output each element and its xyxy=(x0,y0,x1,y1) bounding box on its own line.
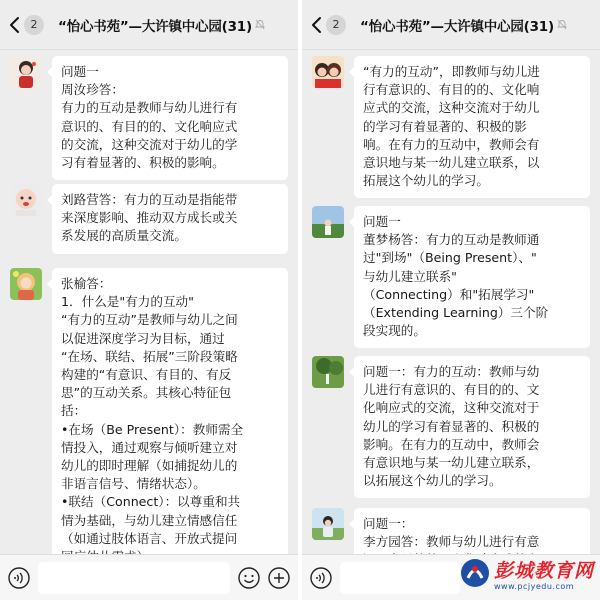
watermark-url: www.pcjyedu.com xyxy=(493,581,575,591)
emoji-icon[interactable] xyxy=(236,565,262,591)
back-button[interactable] xyxy=(8,15,44,35)
voice-icon[interactable] xyxy=(308,565,334,591)
avatar[interactable] xyxy=(312,56,344,88)
message-bubble[interactable]: 问题一 董梦杨答：有力的互动是教师通 过"到场"（Being Present）、" 与幼儿建立联系" （Connecting）和"拓展学习" （Extending Learning）三个阶 段实现的。 xyxy=(354,206,590,348)
watermark-name: 彭城教育网 xyxy=(493,559,594,582)
avatar[interactable] xyxy=(312,356,344,388)
avatar[interactable] xyxy=(10,184,42,216)
logo-icon xyxy=(459,557,491,593)
chat-title[interactable]: “怡心书苑”—大许镇中心园(31) xyxy=(58,18,252,35)
message-bubble[interactable]: 问题一：有力的互动：教师与幼 儿进行有意识的、有目的的、文 化响应式的交流，这种交流对于 幼儿的学习有着显著的、积极的 影响。在有力的互动中，教师会 有意识地与某一幼儿建立联系， 以拓展这个幼儿的学习。 xyxy=(354,356,590,498)
voice-icon[interactable] xyxy=(6,565,32,591)
bell-muted-icon xyxy=(557,19,567,30)
unread-badge: 2 xyxy=(326,15,346,35)
avatar[interactable] xyxy=(312,508,344,540)
message-bubble[interactable]: 刘路营答：有力的互动是指能带 来深度影响、推动双方成长或关 系发展的高质量交流。 xyxy=(52,184,288,254)
avatar[interactable] xyxy=(10,56,42,88)
message-bubble[interactable]: “有力的互动”，即教师与幼儿进 行有意识的、有目的的、文化响 应式的交流，这种交流对于幼儿 的学习有着显著的、积极的影 响。在有力的互动中，教师会有 意识地与某一幼儿建立联系，以 拓展这个幼儿的学习。 xyxy=(354,56,590,198)
bell-muted-icon xyxy=(255,19,265,30)
chevron-left-icon xyxy=(8,16,20,34)
message-bubble[interactable]: 问题一 周汝珍答： 有力的互动是教师与幼儿进行有 意识的、有目的的、文化响应式 的交流，这种交流对于幼儿的学 习有着显著的、积极的影响。 xyxy=(52,56,288,180)
chat-header xyxy=(302,0,600,50)
plus-circle-icon[interactable] xyxy=(266,565,292,591)
back-button[interactable] xyxy=(310,15,346,35)
message-input[interactable] xyxy=(38,562,230,594)
chat-title[interactable]: “怡心书苑”—大许镇中心园(31) xyxy=(360,18,554,35)
unread-badge: 2 xyxy=(24,15,44,35)
chevron-left-icon xyxy=(310,16,322,34)
avatar[interactable] xyxy=(10,268,42,300)
chat-window-left xyxy=(0,0,298,600)
message-input[interactable] xyxy=(340,562,460,594)
input-bar xyxy=(0,554,298,600)
message-bubble[interactable]: 张榆答： 1．什么是"有力的互动" “有力的互动”是教师与幼儿之间 以促进深度学习为目标，通过 “在场、联结、拓展”三阶段策略 构建的“有意识、有目的、有反 思”的互动关系。其核心特征包 括： •在场（Be Present）：教师需全 情投入，通过观察与倾听建立对 幼儿的即时理解（如捕捉幼儿的 非语言信号、情绪状态）。 •联结（Connect）：以尊重和共 情为基础，与幼儿建立情感信任 （如通过肢体语言、开放式提问 xyxy=(52,268,288,574)
avatar[interactable] xyxy=(312,206,344,238)
message-bubble[interactable]: 问题一： 李方园答：教师与幼儿进行有意 xyxy=(354,508,590,578)
chat-header xyxy=(0,0,298,50)
chat-window-right xyxy=(302,0,600,600)
site-watermark xyxy=(459,558,594,592)
